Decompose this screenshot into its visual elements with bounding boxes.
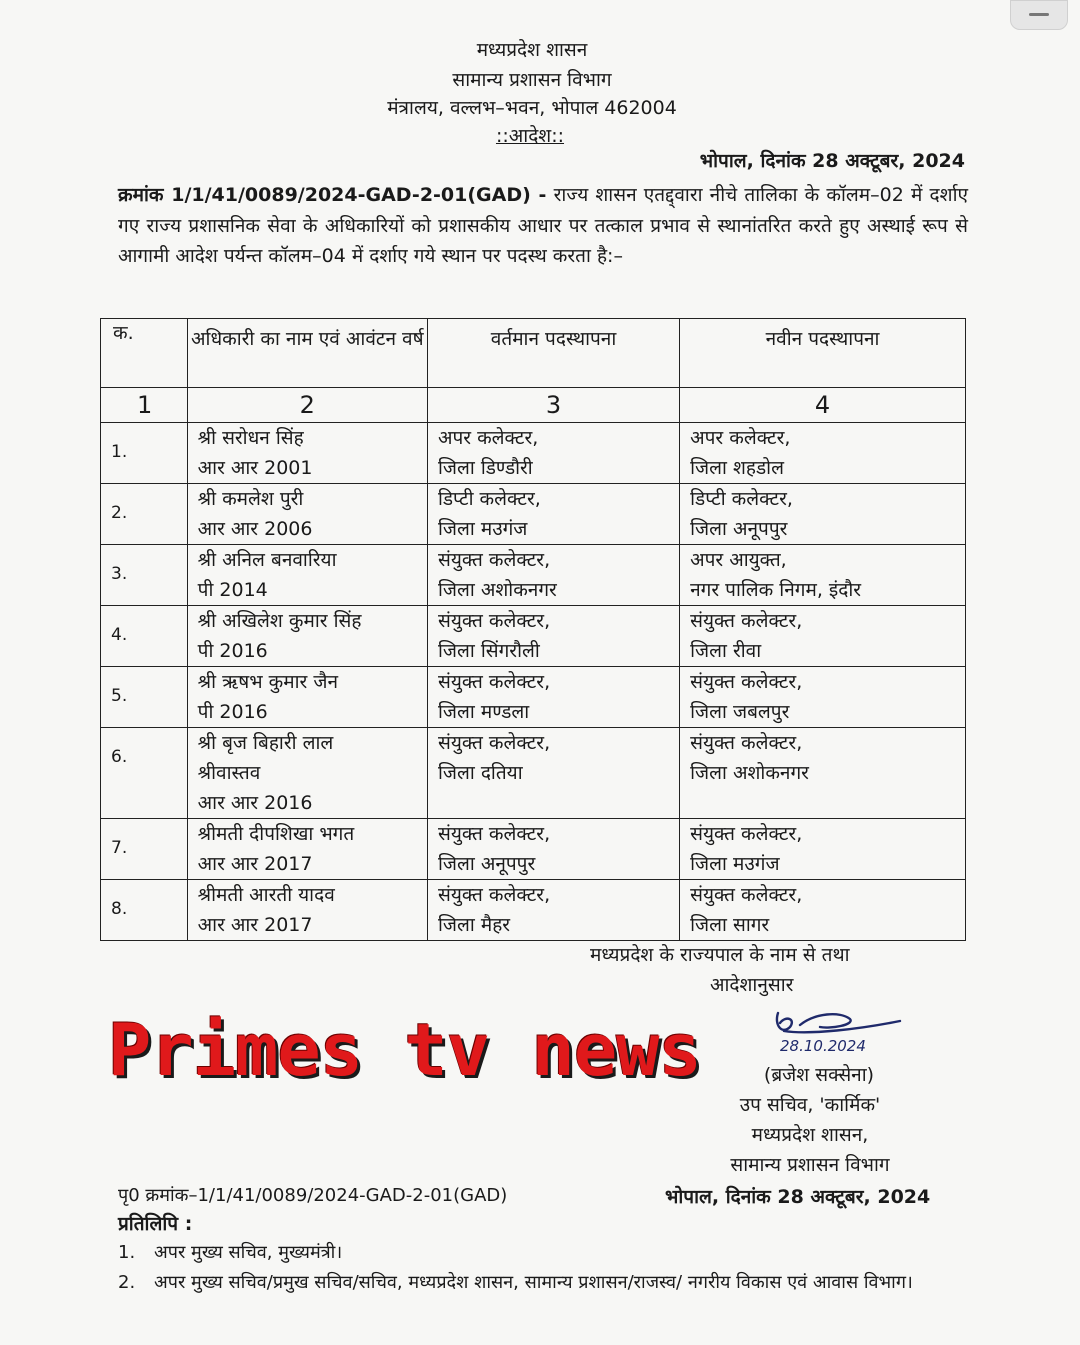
new-posting-cell <box>680 880 966 941</box>
current-posting-cell-line: जिला दतिया <box>437 762 523 784</box>
current-posting-cell <box>427 545 679 606</box>
new-posting-cell-line: अपर आयुक्त, <box>690 549 787 571</box>
row-sno: 7. <box>101 819 188 880</box>
officer-name-cell-line: श्री अखिलेश कुमार सिंह <box>197 610 362 632</box>
signature <box>760 1005 910 1055</box>
authority-line-1: मध्यप्रदेश के राज्यपाल के नाम से तथा <box>590 944 850 966</box>
current-posting-cell <box>427 606 679 667</box>
new-posting-cell-line: संयुक्त कलेक्टर, <box>690 823 803 845</box>
header-sno: क. <box>101 319 188 388</box>
new-posting-cell-line: नगर पालिक निगम, इंदौर <box>690 579 862 601</box>
table-row <box>101 606 966 667</box>
column-number: 3 <box>427 388 679 423</box>
new-posting-cell-line: जिला शहडोल <box>690 457 784 479</box>
current-posting-cell-line: संयुक्त कलेक्टर, <box>437 610 551 632</box>
endorsement-ref: पृ0 क्रमांक–1/1/41/0089/2024-GAD-2-01(GAD) <box>118 1185 508 1206</box>
new-posting-cell-line: संयुक्त कलेक्टर, <box>690 884 803 906</box>
new-posting-cell-line: संयुक्त कलेक्टर, <box>690 671 803 693</box>
new-posting-cell-line: जिला मउगंज <box>690 853 780 875</box>
new-posting-cell <box>680 819 966 880</box>
row-sno: 1. <box>101 423 188 484</box>
copy-list <box>118 1240 968 1300</box>
officer-name-cell-line: आर आर 2017 <box>197 914 313 936</box>
new-posting-cell-line: जिला सागर <box>690 914 770 936</box>
current-posting-cell-line: जिला अशोकनगर <box>437 579 557 601</box>
row-sno: 8. <box>101 880 188 941</box>
new-posting-cell <box>680 606 966 667</box>
officer-name-cell-line: आर आर 2016 <box>197 792 313 814</box>
header-line-1: मध्यप्रदेश शासन <box>476 39 588 61</box>
current-posting-cell-line: संयुक्त कलेक्टर, <box>437 884 551 906</box>
new-posting-cell-line: अपर कलेक्टर, <box>690 427 791 449</box>
column-number-row <box>101 388 966 423</box>
officer-name-cell-line: श्री बृज बिहारी लाल <box>197 732 334 754</box>
officer-name: (ब्रजेश सक्सेना) <box>763 1064 875 1086</box>
row-sno: 5. <box>101 667 188 728</box>
current-posting-cell-line: अपर कलेक्टर, <box>437 427 539 449</box>
current-posting-cell-line: जिला मैहर <box>437 914 511 936</box>
current-posting-cell-line: जिला मण्डला <box>437 701 530 723</box>
new-posting-cell-line: जिला अनूपपुर <box>690 518 788 540</box>
row-sno: 6. <box>101 728 188 819</box>
officer-name-cell-line: पी 2014 <box>197 579 268 601</box>
officer-name-cell-line: आर आर 2006 <box>197 518 313 540</box>
column-number: 2 <box>187 388 427 423</box>
officer-name-cell <box>187 819 427 880</box>
current-posting-cell <box>427 819 679 880</box>
officer-org-2: सामान्य प्रशासन विभाग <box>730 1154 890 1176</box>
header-line-2: सामान्य प्रशासन विभाग <box>452 69 612 91</box>
current-posting-cell <box>427 880 679 941</box>
officer-name-cell <box>187 423 427 484</box>
current-posting-cell-line: जिला डिण्डौरी <box>437 457 533 479</box>
current-posting-cell <box>427 484 679 545</box>
officer-name-cell-line: श्री ऋषभ कुमार जैन <box>197 671 338 693</box>
officer-name-cell-line: आर आर 2017 <box>197 853 313 875</box>
copy-text: अपर मुख्य सचिव/प्रमुख सचिव/सचिव, मध्यप्रदेश शासन, सामान्य प्रशासन/राजस्व/ नगरीय विकास एवं आवास विभाग। <box>154 1272 913 1293</box>
current-posting-cell-line: डिप्टी कलेक्टर, <box>437 488 541 510</box>
table-row <box>101 667 966 728</box>
order-date: भोपाल, दिनांक 28 अक्टूबर, 2024 <box>699 150 965 172</box>
officer-name-cell <box>187 545 427 606</box>
officer-name-cell-line: श्रीमती दीपशिखा भगत <box>197 823 355 845</box>
copy-label: प्रतिलिपि : <box>118 1213 193 1235</box>
new-posting-cell-line: जिला जबलपुर <box>690 701 790 723</box>
header-line-3: मंत्रालय, वल्लभ–भवन, भोपाल 462004 <box>387 97 677 119</box>
header-new: नवीन पदस्थापना <box>680 319 966 388</box>
officer-name-cell-line: श्री सरोधन सिंह <box>197 427 304 449</box>
new-posting-cell-line: जिला रीवा <box>690 640 762 662</box>
copy-number: 1. <box>118 1242 136 1263</box>
officer-name-cell <box>187 484 427 545</box>
new-posting-cell <box>680 545 966 606</box>
officer-name-cell-line: श्री अनिल बनवारिया <box>197 549 337 571</box>
new-posting-cell-line: संयुक्त कलेक्टर, <box>690 610 803 632</box>
officer-name-cell-line: श्रीवास्तव <box>197 762 261 784</box>
table-row <box>101 880 966 941</box>
row-sno: 4. <box>101 606 188 667</box>
list-item <box>118 1270 968 1296</box>
authority-line-2: आदेशानुसार <box>710 974 794 996</box>
officer-designation: उप सचिव, 'कार्मिक' <box>739 1094 881 1116</box>
officer-name-cell-line: पी 2016 <box>197 701 268 723</box>
copy-number: 2. <box>118 1272 136 1293</box>
table-row <box>101 728 966 819</box>
list-item <box>118 1240 968 1266</box>
column-number: 4 <box>680 388 966 423</box>
order-number: क्रमांक 1/1/41/0089/2024-GAD-2-01(GAD) - <box>118 184 547 206</box>
current-posting-cell <box>427 667 679 728</box>
signatory-block <box>690 1060 930 1180</box>
table-row <box>101 545 966 606</box>
new-posting-cell <box>680 667 966 728</box>
current-posting-cell-line: संयुक्त कलेक्टर, <box>437 549 551 571</box>
current-posting-cell <box>427 728 679 819</box>
current-posting-cell-line: संयुक्त कलेक्टर, <box>437 732 551 754</box>
order-paragraph <box>118 180 968 272</box>
endorsement-date: भोपाल, दिनांक 28 अक्टूबर, 2024 <box>665 1186 931 1208</box>
officer-org-1: मध्यप्रदेश शासन, <box>751 1124 869 1146</box>
current-posting-cell-line: जिला अनूपपुर <box>437 853 536 875</box>
officer-name-cell-line: आर आर 2001 <box>197 457 313 479</box>
officer-name-cell <box>187 880 427 941</box>
table-header-row <box>101 319 966 388</box>
new-posting-cell <box>680 484 966 545</box>
row-sno: 3. <box>101 545 188 606</box>
current-posting-cell-line: जिला सिंगरौली <box>437 640 540 662</box>
order-heading: ::आदेश:: <box>495 125 565 147</box>
officer-name-cell-line: श्री कमलेश पुरी <box>197 488 304 510</box>
table-row <box>101 819 966 880</box>
table-row <box>101 423 966 484</box>
column-number: 1 <box>101 388 188 423</box>
new-posting-cell-line: डिप्टी कलेक्टर, <box>690 488 793 510</box>
order-text: राज्य शासन एतद्द्वारा नीचे तालिका के कॉलम–02 में दर्शाए गए राज्य प्रशासनिक सेवा के अधिकारियों को प्रशासकीय आधार पर तत्काल प्रभाव से स्थानांतरित करते हुए अस्थाई रूप से आगामी आदेश पर्यन्त कॉलम–04 में दर्शाए गये स्थान पर पदस्थ करता है:– <box>118 184 968 267</box>
new-posting-cell-line: संयुक्त कलेक्टर, <box>690 732 803 754</box>
transfer-table <box>100 318 966 941</box>
menu-icon[interactable] <box>1010 0 1068 30</box>
new-posting-cell <box>680 423 966 484</box>
new-posting-cell <box>680 728 966 819</box>
current-posting-cell <box>427 423 679 484</box>
officer-name-cell <box>187 606 427 667</box>
header-name: अधिकारी का नाम एवं आवंटन वर्ष <box>187 319 427 388</box>
watermark-logo: Primes tv news <box>108 1008 701 1092</box>
authority-block <box>590 940 850 1000</box>
new-posting-cell-line: जिला अशोकनगर <box>690 762 809 784</box>
current-posting-cell-line: संयुक्त कलेक्टर, <box>437 823 551 845</box>
table-row <box>101 484 966 545</box>
copy-text: अपर मुख्य सचिव, मुख्यमंत्री। <box>154 1242 343 1263</box>
current-posting-cell-line: संयुक्त कलेक्टर, <box>437 671 551 693</box>
signature-date: 28.10.2024 <box>780 1037 866 1055</box>
officer-name-cell-line: श्रीमती आरती यादव <box>197 884 335 906</box>
officer-name-cell <box>187 667 427 728</box>
header-current: वर्तमान पदस्थापना <box>427 319 679 388</box>
officer-name-cell-line: पी 2016 <box>197 640 268 662</box>
row-sno: 2. <box>101 484 188 545</box>
officer-name-cell <box>187 728 427 819</box>
current-posting-cell-line: जिला मउगंज <box>437 518 528 540</box>
